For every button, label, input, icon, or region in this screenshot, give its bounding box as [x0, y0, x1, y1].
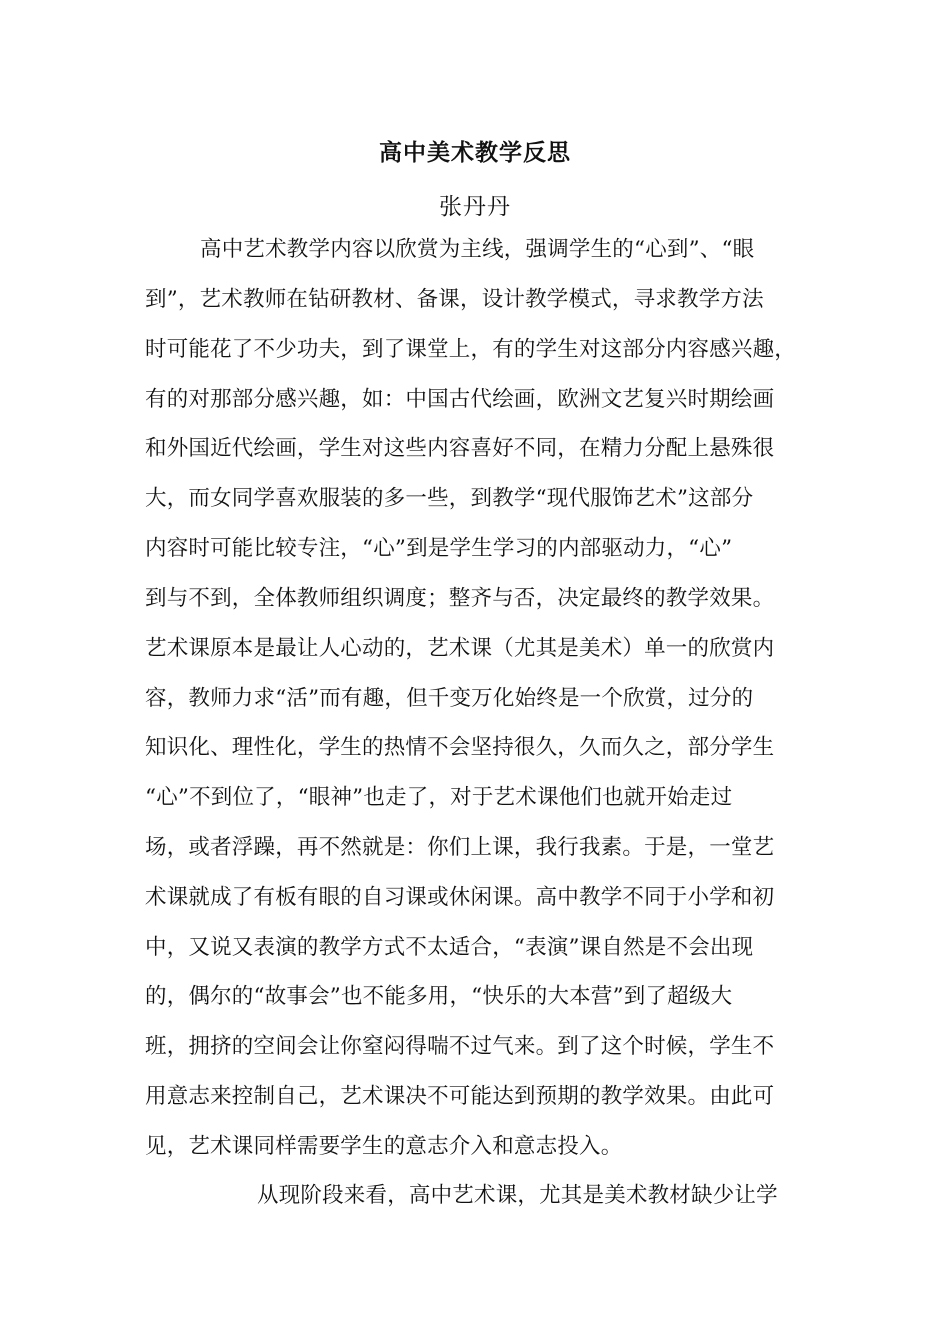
- paragraph-line: 用意志来控制自己，艺术课决不可能达到预期的教学效果。由此可: [145, 1084, 775, 1109]
- paragraph-line: 内容时可能比较专注，“心”到是学生学习的内部驱动力，“心”: [145, 536, 733, 561]
- paragraph-line: 和外国近代绘画，学生对这些内容喜好不同，在精力分配上悬殊很: [145, 436, 775, 461]
- paragraph-line: 时可能花了不少功夫，到了课堂上，有的学生对这部分内容感兴趣，: [145, 337, 797, 362]
- paragraph-line: 班，拥挤的空间会让你窒闷得喘不过气来。到了这个时候，学生不: [145, 1034, 775, 1059]
- paragraph-line: 大，而女同学喜欢服装的多一些，到教学“现代服饰艺术”这部分: [145, 486, 754, 511]
- paragraph-line: 容，教师力求“活”而有趣，但千变万化始终是一个欣赏，过分的: [145, 686, 754, 711]
- paragraph-line: 到”，艺术教师在钻研教材、备课，设计教学模式，寻求教学方法: [145, 287, 764, 312]
- paragraph-line: 有的对那部分感兴趣，如：中国古代绘画，欧洲文艺复兴时期绘画: [145, 387, 775, 412]
- paragraph-line: 到与不到，全体教师组织调度；整齐与否，决定最终的教学效果。: [145, 586, 775, 611]
- paragraph-line: 高中艺术教学内容以欣赏为主线，强调学生的“心到”、“眼: [200, 237, 755, 262]
- paragraph-line: “心”不到位了，“眼神”也走了，对于艺术课他们也就开始走过: [145, 785, 733, 810]
- paragraph-line: 术课就成了有板有眼的自习课或休闲课。高中教学不同于小学和初: [145, 885, 775, 910]
- paragraph-line: 场，或者浮躁，再不然就是：你们上课，我行我素。于是，一堂艺: [145, 835, 775, 860]
- author-name: 张丹丹: [439, 194, 511, 220]
- paragraph-line: 的，偶尔的“故事会”也不能多用，“快乐的大本营”到了超级大: [145, 984, 733, 1009]
- paragraph-line: 见，艺术课同样需要学生的意志介入和意志投入。: [145, 1134, 623, 1159]
- document-title: 高中美术教学反思: [379, 140, 571, 166]
- paragraph-line: 知识化、理性化，学生的热情不会坚持很久，久而久之，部分学生: [145, 735, 775, 760]
- paragraph-line: 艺术课原本是最让人心动的，艺术课（尤其是美术）单一的欣赏内: [145, 636, 775, 661]
- paragraph-line: 从现阶段来看，高中艺术课，尤其是美术教材缺少让学: [257, 1183, 778, 1208]
- paragraph-line: 中，又说又表演的教学方式不太适合，“表演”课自然是不会出现: [145, 935, 754, 960]
